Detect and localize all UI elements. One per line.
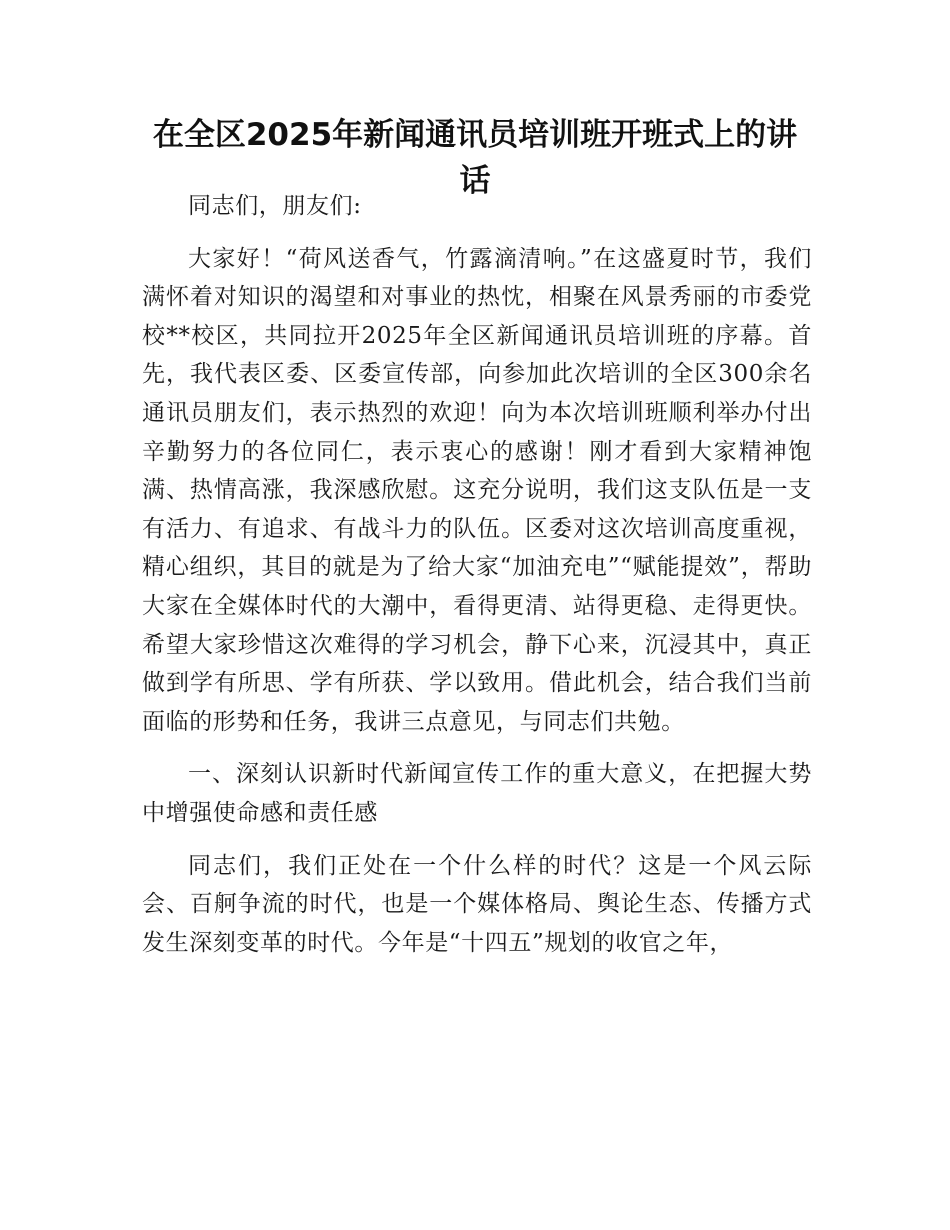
document-body <box>142 187 812 976</box>
document-title: 在全区2025年新闻通讯员培训班开班式上的讲话 <box>152 117 798 199</box>
paragraph-opening: 大家好！“荷风送香气，竹露滴清响。”在这盛夏时节，我们满怀着对知识的渴望和对事业的热忱，相聚在风景秀丽的市委党校**校区，共同拉开2025年全区新闻通讯员培训班的序幕。首先，我代表区委、区委宣传部，向参加此次培训的全区300余名通讯员朋友们，表示热烈的欢迎！向为本次培训班顺利举办付出辛勤努力的各位同仁，表示衷心的感谢！刚才看到大家精神饱满、热情高涨，我深感欣慰。这充分说明，我们这支队伍是一支有活力、有追求、有战斗力的队伍。区委对这次培训高度重视，精心组织，其目的就是为了给大家“加油充电”“赋能提效”，帮助大家在全媒体时代的大潮中，看得更清、站得更稳、走得更快。希望大家珍惜这次难得的学习机会，静下心来，沉浸其中，真正做到学有所思、学有所获、学以致用。借此机会，结合我们当前面临的形势和任务，我讲三点意见，与同志们共勉。 <box>142 245 812 735</box>
greeting-line: 同志们，朋友们: <box>188 193 362 219</box>
section-heading-one: 一、深刻认识新时代新闻宣传工作的重大意义，在把握大势中增强使命感和责任感 <box>142 761 812 826</box>
paragraph-section-one: 同志们，我们正处在一个什么样的时代？这是一个风云际会、百舸争流的时代，也是一个媒体格局、舆论生态、传播方式发生深刻变革的时代。今年是“十四五”规划的收官之年， <box>142 852 812 956</box>
